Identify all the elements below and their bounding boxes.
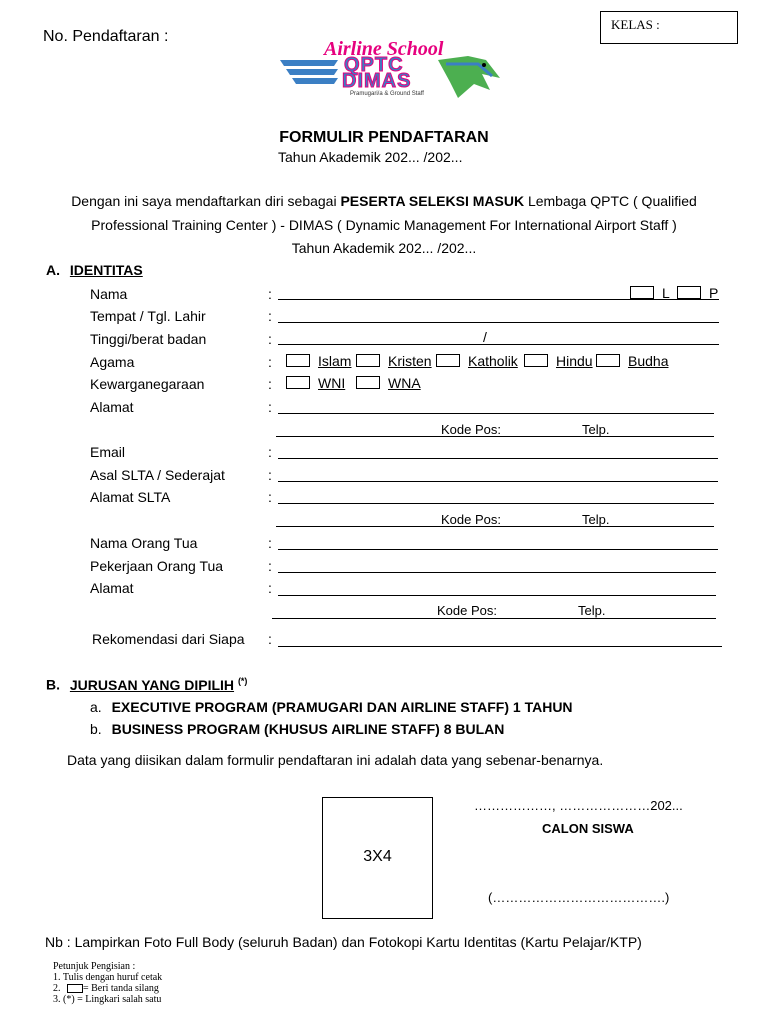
logo-line2: QPTC [344,54,404,76]
section-b-title: JURUSAN YANG DIPILIH [69,676,235,693]
intro-line1-bold: PESERTA SELEKSI MASUK [340,193,525,209]
program-option-b[interactable] [90,721,504,737]
kewarga-wni-option[interactable] [286,375,345,391]
input-nama-ortu[interactable] [278,549,718,550]
input-rekomendasi[interactable] [278,646,722,647]
section-b-letter: B. [46,676,60,693]
section-b-heading [46,676,247,693]
label-tempat-lahir: Tempat / Tgl. Lahir [90,308,206,324]
photo-box [322,797,433,919]
kewarga-wna-option[interactable] [356,375,421,391]
petunjuk [53,961,162,1005]
intro-line2: Professional Training Center ) - DIMAS ( Dynamic Management For International Airport Staff ) [91,217,677,233]
label-alamat-ortu: Alamat [90,580,134,596]
telp-label: Telp. [578,603,606,618]
logo-line1: Airline School [324,38,444,60]
petunjuk-title: Petunjuk Pengisian : [53,961,136,972]
colon: : [268,467,272,483]
section-b-sup: (*) [237,676,248,686]
label-alamat: Alamat [90,399,134,415]
kelas-box [600,11,738,44]
kode-pos-label: Kode Pos: [437,603,497,618]
input-alamat-slta[interactable] [278,503,714,504]
checkbox-icon[interactable] [524,354,548,367]
colon: : [268,489,272,505]
petunjuk-item2 [53,983,162,994]
colon: : [268,286,272,302]
agama-budha-label: Budha [628,353,669,369]
program-a-letter: a. [90,699,102,715]
label-pekerjaan-ortu: Pekerjaan Orang Tua [90,558,224,574]
intro-line1-c: Lembaga QPTC ( Qualified [524,193,697,209]
input-tempat-lahir[interactable] [278,322,719,323]
form-title: FORMULIR PENDAFTARAN [279,129,489,146]
input-alamat[interactable] [278,413,714,414]
agama-islam-option[interactable] [286,353,351,369]
checkbox-icon[interactable] [356,376,380,389]
colon: : [268,308,272,324]
colon: : [268,558,272,574]
petunjuk-item3: 3. (*) = Lingkari salah satu [53,994,162,1005]
agama-kristen-option[interactable] [356,353,432,369]
input-alamat-line2[interactable] [276,436,714,437]
gender-p-option[interactable] [677,285,718,301]
date-line[interactable]: ………………, …………………202... [474,798,683,813]
program-option-a[interactable] [90,699,573,715]
telp-label: Telp. [582,422,610,437]
input-alamat-slta-line2[interactable] [276,526,714,527]
agama-hindu-option[interactable] [524,353,593,369]
colon: : [268,535,272,551]
checkbox-icon[interactable] [286,354,310,367]
agama-katholik-label: Katholik [468,353,518,369]
colon: : [268,354,272,370]
intro-line3: Tahun Akademik 202... /202... [291,240,477,256]
label-tinggi-berat: Tinggi/berat badan [90,331,207,347]
school-logo [278,38,504,110]
petunjuk-item1: 1. Tulis dengan huruf cetak [53,972,163,983]
section-a-letter: A. [46,262,60,278]
kewarga-wni-label: WNI [318,375,346,391]
program-b-text: BUSINESS PROGRAM (KHUSUS AIRLINE STAFF) 8 BULAN [111,721,505,737]
kelas-label: KELAS : [611,17,660,32]
program-b-letter: b. [90,721,102,737]
petunjuk-item2-num: 2. [53,983,61,994]
section-a-title: IDENTITAS [69,262,143,278]
agama-hindu-label: Hindu [556,353,593,369]
gender-p-label: P [709,285,719,301]
slash-separator: / [483,329,487,345]
calon-siswa-label: CALON SISWA [542,821,634,836]
label-alamat-slta: Alamat SLTA [90,489,171,505]
agama-kristen-label: Kristen [388,353,432,369]
form-subtitle: Tahun Akademik 202... /202... [278,149,463,165]
input-alamat-ortu-line2[interactable] [272,618,716,619]
colon: : [268,399,272,415]
kode-pos-label: Kode Pos: [441,512,501,527]
label-asal-slta: Asal SLTA / Sederajat [90,467,225,483]
logo-line3: DIMAS [342,70,412,92]
checkbox-icon[interactable] [436,354,460,367]
colon: : [268,376,272,392]
kewarga-wna-label: WNA [388,375,421,391]
colon: : [268,444,272,460]
checkbox-icon[interactable] [286,376,310,389]
intro-line1 [0,193,768,209]
program-a-text: EXECUTIVE PROGRAM (PRAMUGARI DAN AIRLINE STAFF) 1 TAHUN [111,699,573,715]
label-agama: Agama [90,354,135,370]
checkbox-icon[interactable] [356,354,380,367]
input-asal-slta[interactable] [278,481,718,482]
petunjuk-item2-text: = Beri tanda silang [83,983,159,994]
checkbox-icon[interactable] [630,286,654,299]
label-nama-ortu: Nama Orang Tua [90,535,198,551]
colon: : [268,331,272,347]
checkbox-icon [67,984,83,993]
nb-note: Nb : Lampirkan Foto Full Body (seluruh Badan) dan Fotokopi Kartu Identitas (Kartu Pelajar/KTP) [45,934,642,950]
kode-pos-label: Kode Pos: [441,422,501,437]
input-email[interactable] [278,458,718,459]
label-email: Email [90,444,126,460]
telp-label: Telp. [582,512,610,527]
input-pekerjaan-ortu[interactable] [278,572,716,573]
name-line[interactable]: (………………………………….) [488,890,670,905]
agama-islam-label: Islam [318,353,352,369]
statement: Data yang diisikan dalam formulir pendaftaran ini adalah data yang sebenar-benarnya. [67,752,604,768]
input-tinggi-berat[interactable] [278,344,719,345]
gender-l-label: L [662,285,670,301]
section-a-heading [46,262,143,278]
input-alamat-ortu[interactable] [278,595,716,596]
no-pendaftaran-label: No. Pendaftaran : [43,28,169,45]
intro-line1-a: Dengan ini saya mendaftarkan diri sebagai [71,193,341,209]
agama-budha-option[interactable] [596,353,668,369]
logo-tagline: Pramugari/a & Ground Staff [350,91,424,97]
photo-size-label: 3X4 [363,848,392,865]
label-nama: Nama [90,286,128,302]
checkbox-icon[interactable] [596,354,620,367]
checkbox-icon[interactable] [677,286,701,299]
agama-katholik-option[interactable] [436,353,518,369]
gender-l-option[interactable] [630,285,670,301]
label-rekomendasi: Rekomendasi dari Siapa [92,631,245,647]
colon: : [268,580,272,596]
colon: : [268,631,272,647]
label-kewarganegaraan: Kewarganegaraan [90,376,205,392]
